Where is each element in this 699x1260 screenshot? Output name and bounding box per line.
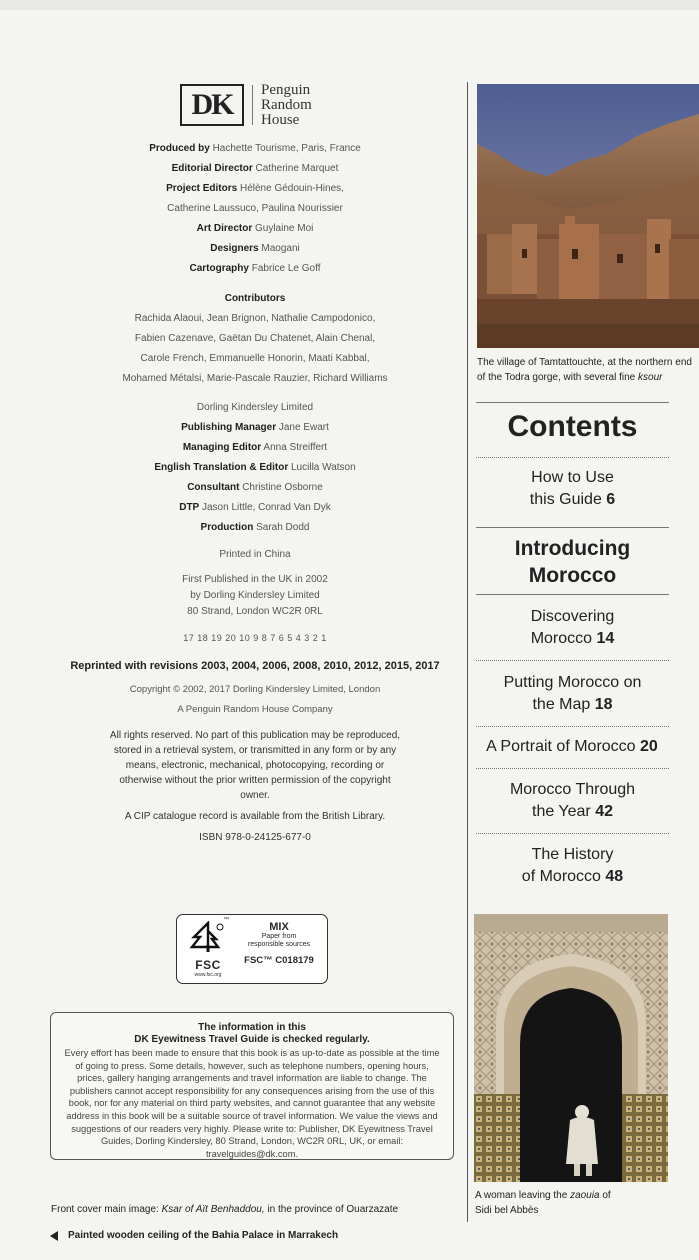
credit-line: Cartography Fabrice Le Goff	[189, 263, 321, 274]
credit-line: English Translation & Editor Lucilla Watson	[154, 462, 356, 473]
divider	[476, 768, 669, 769]
tamtattouchte-photo	[477, 84, 699, 348]
contributors-heading: Contributors	[224, 293, 286, 304]
logo-divider	[252, 85, 253, 125]
contributors-block	[40, 289, 470, 389]
credit-line: Produced by Hachette Tourisme, Paris, France	[149, 143, 361, 154]
toc-entry[interactable]: A Portrait of Morocco 20	[486, 738, 658, 755]
contributors-line: Carole French, Emmanuelle Honorin, Maati Kabbal,	[140, 353, 370, 364]
reprint-notice: Reprinted with revisions 2003, 2004, 2006, 2008, 2010, 2012, 2015, 2017	[70, 660, 440, 672]
toc-entry[interactable]: The History of Morocco 48	[521, 846, 624, 885]
copyright-notice: Copyright © 2002, 2017 Dorling Kindersley Limited, London A Penguin Random House Company	[129, 684, 381, 715]
toc-entry[interactable]: Morocco Through the Year 42	[509, 781, 636, 820]
contents-title: Contents	[507, 410, 638, 443]
fsc-certification-badge: FSC www.fsc.org ™ MIX Paper from responsible sources FSC™ C018179	[176, 914, 328, 984]
isbn: ISBN 978-0-24125-677-0	[199, 832, 311, 843]
rights-notice: All rights reserved. No part of this publication may be reproduced, stored in a retrieval system, or transmitted in any form or by any means, electronic, mechanical, photocopying, recording or otherwise without the prior written permission of the copyright owner. A CIP catalogue record is available from the British Library. ISBN 978-0-24125-677-0	[109, 730, 401, 843]
front-cover-credit: Front cover main image: Ksar of Aït Benhaddou, in the province of Ouarzazate	[51, 1204, 399, 1215]
info-checked-box: The information in this DK Eyewitness Travel Guide is checked regularly. Every effort has been made to ensure that this book is as up-to-date as possible at the time of going to press. Some details, however, such as telephone numbers, opening hours, prices, gallery hanging arrangements and travel information are liable to change. The publishers cannot accept responsibility for any consequences arising from the use of this book, nor for any material on third party websites, and cannot guarantee that any website address in this book will be a suitable source of travel information. We value the views and suggestions of our readers very highly. Please write to: Publisher, DK Eyewitness Travel Guides, Dorling Kindersley, 80 Strand, London, WC2R 0RL, UK, or email: travelguides@dk.com.	[50, 1012, 454, 1160]
contributors-line: Mohamed Métalsi, Marie-Pascale Rauzier, Richard Williams	[122, 373, 388, 384]
toc-entry[interactable]: How to Use this Guide 6	[529, 469, 616, 508]
fsc-tree-icon: FSC www.fsc.org	[185, 921, 231, 979]
zaouia-doorway-photo	[474, 914, 668, 1182]
print-run-numbers: 17 18 19 20 10 9 8 7 6 5 4 3 2 1	[183, 633, 327, 643]
first-published: First Published in the UK in 2002 by Dorling Kindersley Limited 80 Strand, London WC2R 0RL	[182, 574, 328, 617]
credit-line: Dorling Kindersley Limited	[196, 402, 314, 413]
divider	[476, 833, 669, 834]
divider	[476, 527, 669, 528]
divider	[476, 660, 669, 661]
divider	[476, 457, 669, 458]
penguin-random-house-wordmark: Penguin Random House	[261, 81, 312, 128]
dk-logo: DK	[180, 84, 244, 126]
dk-credits	[40, 398, 470, 538]
credit-line: DTP Jason Little, Conrad Van Dyk	[179, 502, 331, 513]
credit-line: Designers Maogani	[210, 243, 300, 254]
credit-line: Editorial Director Catherine Marquet	[171, 163, 339, 174]
credit-line: Publishing Manager Jane Ewart	[181, 422, 329, 433]
arrow-left-icon	[50, 1231, 58, 1241]
credit-line: Consultant Christine Osborne	[187, 482, 323, 493]
section-heading-introducing-morocco: Introducing Morocco	[514, 537, 631, 587]
cip-notice: A CIP catalogue record is available from the British Library.	[124, 811, 386, 822]
top-edge-band	[0, 0, 699, 10]
page-caption: Painted wooden ceiling of the Bahia Palace in Marrakech	[50, 1230, 338, 1241]
credit-line: Art Director Guylaine Moi	[196, 223, 314, 234]
fsc-text: MIX Paper from responsible sources FSC™ C018179	[244, 921, 314, 966]
contributors-line: Rachida Alaoui, Jean Brignon, Nathalie Campodonico,	[134, 313, 376, 324]
toc-entry[interactable]: Putting Morocco on the Map 18	[503, 674, 642, 713]
toc-entry[interactable]: Discovering Morocco 14	[530, 608, 615, 647]
column-divider	[467, 82, 468, 1222]
contributors-line: Fabien Cazenave, Gaëtan Du Chatenet, Alain Chenal,	[134, 333, 376, 344]
credit-line: Managing Editor Anna Streiffert	[182, 442, 328, 453]
credit-line: Project Editors Hélène Gédouin-Hines,	[166, 183, 344, 194]
divider	[476, 726, 669, 727]
divider	[476, 402, 669, 403]
credit-line: Catherine Laussuco, Paulina Nourissier	[167, 203, 343, 214]
photo-caption-zaouia: A woman leaving the zaouia of Sidi bel Abbès	[475, 1190, 611, 1216]
credit-line: Production Sarah Dodd	[200, 522, 310, 533]
publisher-logo	[180, 82, 312, 128]
divider	[476, 594, 669, 595]
production-credits	[40, 139, 470, 279]
printed-in: Printed in China	[219, 549, 291, 560]
photo-caption-tamtattouchte: The village of Tamtattouchte, at the northern end of the Todra gorge, with several fine ksour	[477, 357, 692, 383]
